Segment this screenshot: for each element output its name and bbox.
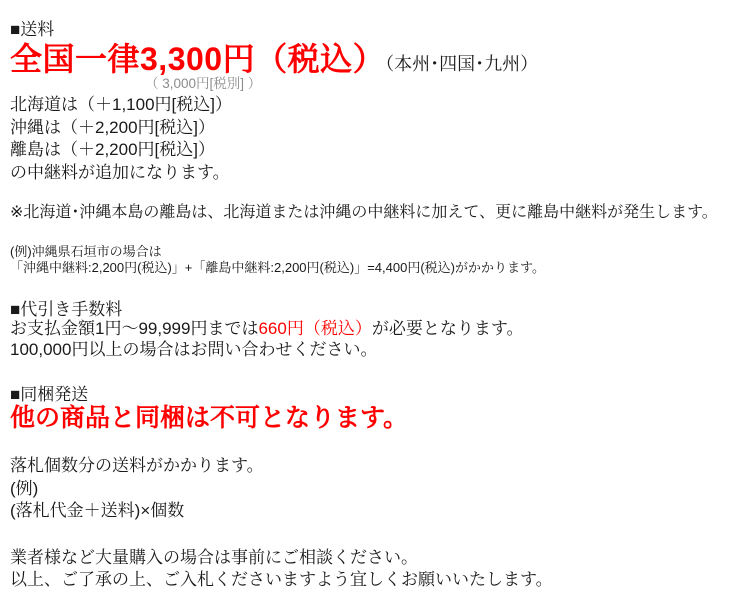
bundling-example-formula: (落札代金＋送料)×個数	[10, 501, 185, 520]
surcharge-suffix: の中継料が追加になります。	[10, 162, 230, 182]
cod-fee-heading: ■代引き手数料	[10, 300, 123, 319]
section-bundling	[10, 385, 746, 523]
nationwide-price: 全国一律3,300円（税込）	[10, 41, 386, 77]
surcharge-hokkaido: 北海道は（＋1,100円[税込]）	[10, 95, 232, 114]
pre-tax-price-note: （ 3,000円[税別] ）	[145, 76, 262, 91]
bundling-not-allowed-notice: 他の商品と同梱は不可となります。	[10, 404, 409, 432]
price-region-note: （本州･四国･九州）	[385, 54, 539, 74]
shipping-heading: ■送料	[10, 20, 55, 39]
section-cod-fee	[10, 300, 746, 360]
shipping-price-headline	[10, 42, 746, 76]
surcharge-example-detail: 「沖縄中継料:2,200円(税込)」+「離島中継料:2,200円(税込)」=4,400円(税込)がかかります。	[10, 260, 545, 275]
surcharge-example-label: (例)沖縄県石垣市の場合は	[10, 244, 162, 259]
surcharge-example	[10, 244, 746, 276]
section-footer	[10, 547, 746, 591]
bundling-example-label: (例)	[10, 478, 39, 498]
section-shipping	[10, 20, 746, 276]
surcharge-list	[10, 94, 746, 184]
cod-fee-line1-post: が必要となります。	[371, 319, 524, 338]
footer-bulk-purchase-note: 業者様など大量購入の場合は事前にご相談ください。	[10, 547, 418, 567]
bundling-heading: ■同梱発送	[10, 385, 89, 404]
cod-fee-line1	[10, 319, 746, 340]
bundling-per-item-shipping: 落札個数分の送料がかかります。	[10, 456, 264, 475]
cod-fee-line1-pre: お支払金額1円～99,999円までは	[10, 319, 259, 338]
bundling-detail-lines	[10, 455, 746, 523]
remote-island-warning: ※北海道･沖縄本島の離島は、北海道または沖縄の中継料に加えて、更に離島中継料が発生します。	[10, 204, 718, 221]
cod-fee-line2: 100,000円以上の場合はお問い合わせください。	[10, 339, 378, 359]
cod-fee-amount: 660円（税込）	[258, 319, 372, 338]
surcharge-okinawa: 沖縄は（＋2,200円[税込]）	[10, 117, 215, 137]
footer-closing-note: 以上、ご了承の上、ご入札くださいますよう宜しくお願いいたします。	[10, 569, 553, 589]
surcharge-remote-island: 離島は（＋2,200円[税込]）	[10, 140, 215, 159]
